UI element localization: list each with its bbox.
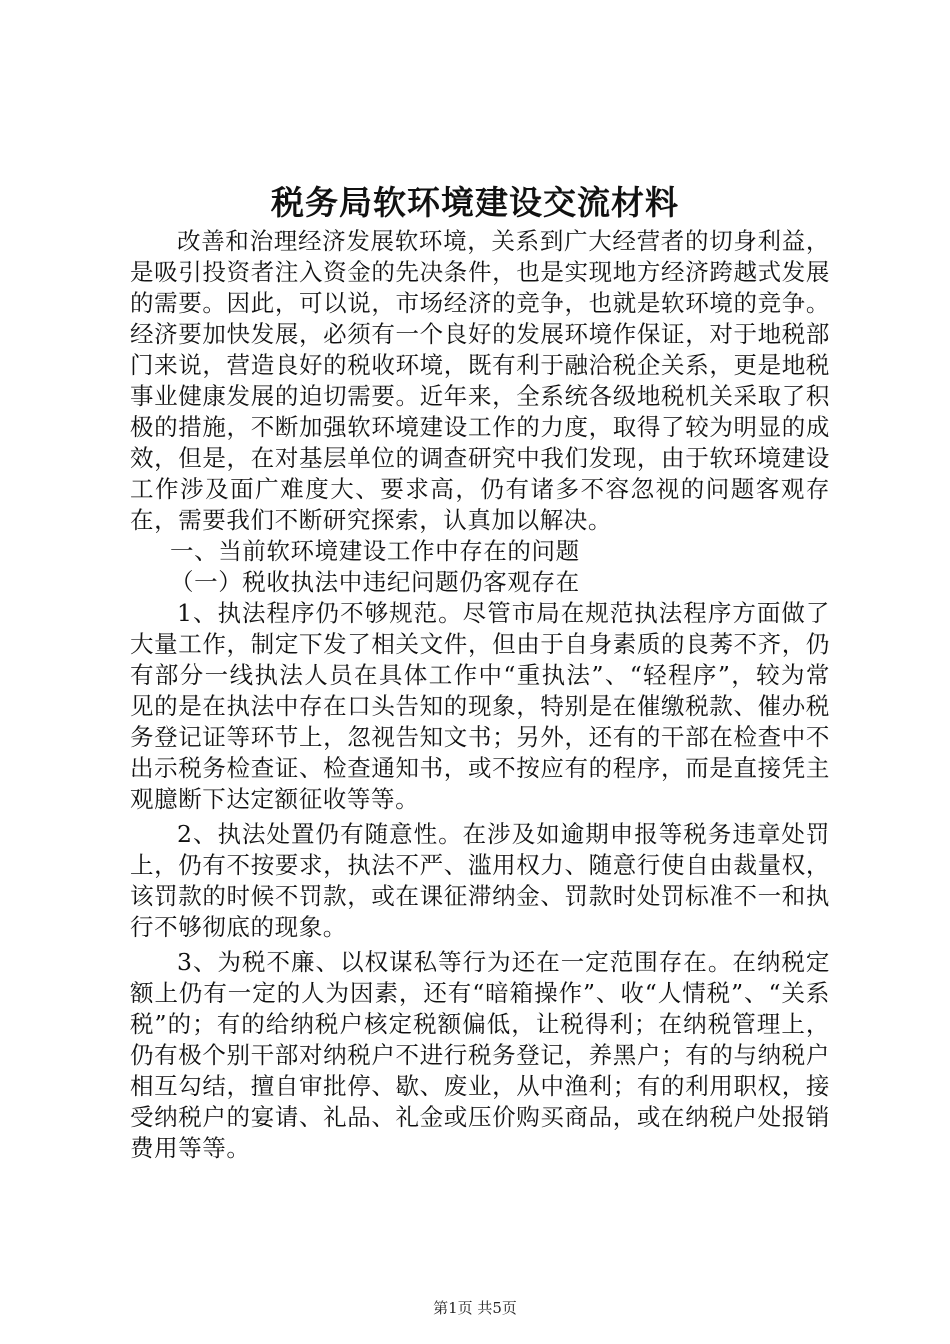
document-body: [130, 226, 830, 1164]
paragraph-item-1: 1、执法程序仍不够规范。尽管市局在规范执法程序方面做了大量工作，制定下发了相关文件，但由于自身素质的良莠不齐，仍有部分一线执法人员在具体工作中“重执法”、“轻程序”，较为常见的是在执法中存在口头告知的现象，特别是在催缴税款、催办税务登记证等环节上，忽视告知文书；另外，还有的干部在检查中不出示税务检查证、检查通知书，或不按应有的程序，而是直接凭主观臆断下达定额征收等等。: [130, 599, 830, 813]
document-title: 税务局软环境建设交流材料: [271, 183, 679, 222]
page-number-footer: 第1页 共5页: [433, 1299, 517, 1317]
paragraph-intro: 改善和治理经济发展软环境，关系到广大经营者的切身利益，是吸引投资者注入资金的先决条件，也是实现地方经济跨越式发展的需要。因此，可以说，市场经济的竞争，也就是软环境的竞争。经济要加快发展，必须有一个良好的发展环境作保证，对于地税部门来说，营造良好的税收环境，既有利于融洽税企关系，更是地税事业健康发展的迫切需要。近年来，全系统各级地税机关采取了积极的措施，不断加强软环境建设工作的力度，取得了较为明显的成效，但是，在对基层单位的调查研究中我们发现，由于软环境建设工作涉及面广难度大、要求高，仍有诸多不容忽视的问题客观存在，需要我们不断研究探索，认真加以解决。: [130, 227, 830, 534]
section-heading-1: 一、当前软环境建设工作中存在的问题: [170, 537, 580, 565]
paragraph-item-3: 3、为税不廉、以权谋私等行为还在一定范围存在。在纳税定额上仍有一定的人为因素，还有“暗箱操作”、收“人情税”、“关系税”的；有的给纳税户核定税额偏低，让税得利；在纳税管理上，仍有极个别干部对纳税户不进行税务登记，养黑户；有的与纳税户相互勾结，擅自审批停、歇、废业，从中渔利；有的利用职权，接受纳税户的宴请、礼品、礼金或压价购买商品，或在纳税户处报销费用等等。: [130, 948, 830, 1162]
paragraph-item-2: 2、执法处置仍有随意性。在涉及如逾期申报等税务违章处罚上，仍有不按要求，执法不严、滥用权力、随意行使自由裁量权，该罚款的时候不罚款，或在课征滞纳金、罚款时处罚标准不一和执行不够彻底的现象。: [130, 820, 830, 941]
subsection-heading-1: （一）税收执法中违纪问题仍客观存在: [170, 568, 580, 596]
